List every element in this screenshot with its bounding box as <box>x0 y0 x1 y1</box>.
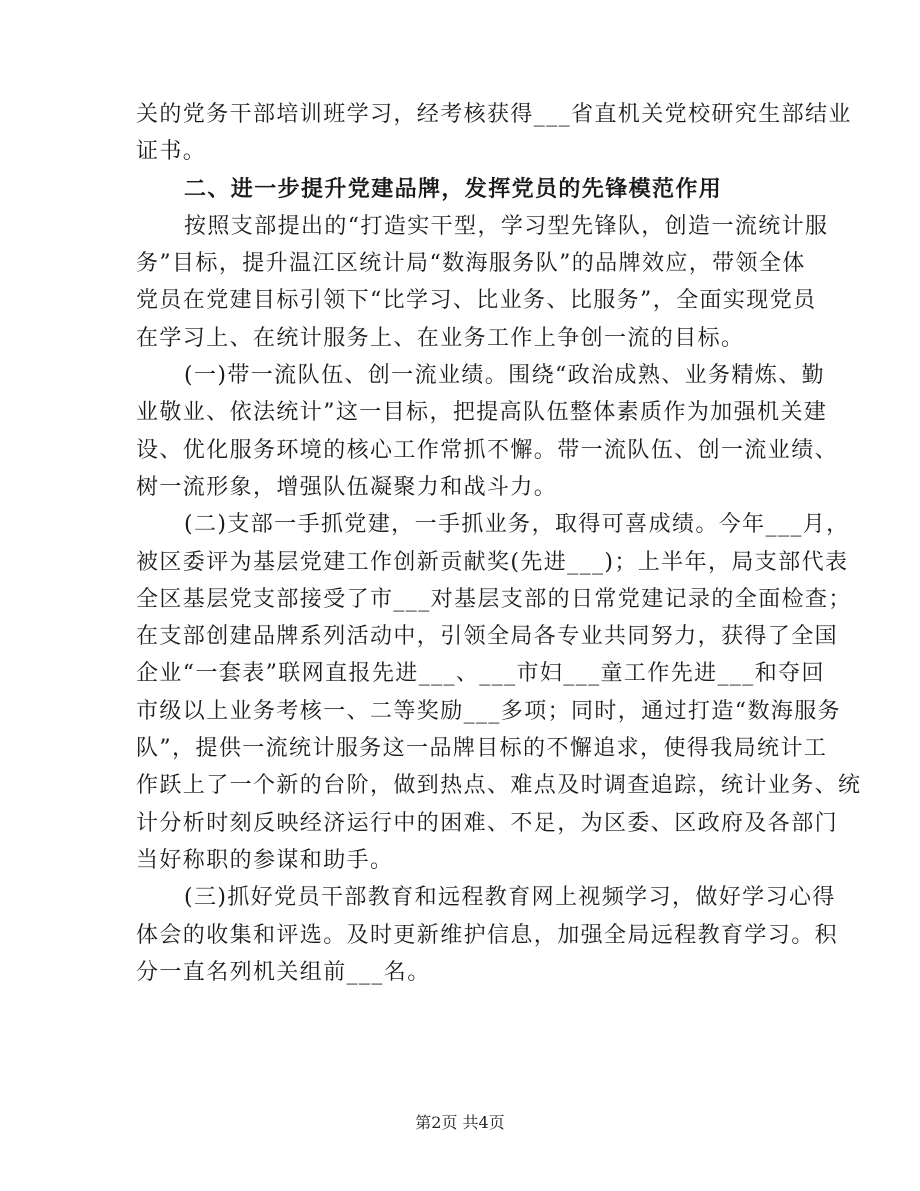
text-line: 关的党务干部培训班学习，经考核获得___省直机关党校研究生部结业 <box>136 102 852 127</box>
text-line: 在学习上、在统计服务上、在业务工作上争创一流的目标。 <box>136 325 745 351</box>
page-number: 第2页 共4页 <box>415 1113 505 1132</box>
text-line: 体会的收集和评选。及时更新维护信息，加强全局远程教育学习。积 <box>136 922 839 948</box>
text-line: 被区委评为基层党建工作创新贡献奖(先进___)；上半年，局支部代表 <box>136 549 849 575</box>
text-line: 树一流形象，增强队伍凝聚力和战斗力。 <box>136 474 558 500</box>
text-line: 党员在党建目标引领下“比学习、比业务、比服务”，全面实现党员 <box>136 288 817 314</box>
text-line: 按照支部提出的“打造实干型，学习型先锋队，创造一流统计服 <box>184 213 829 239</box>
text-line: (三)抓好党员干部教育和远程教育网上视频学习，做好学习心得 <box>184 885 836 911</box>
text-line: 证书。 <box>136 139 207 165</box>
document-body <box>136 96 862 991</box>
text-line: 务”目标，提升温江区统计局“数海服务队”的品牌效应，带领全体 <box>136 251 806 277</box>
text-line: 市级以上业务考核一、二等奖励___多项；同时，通过打造“数海服务 <box>136 698 842 724</box>
text-line: 在支部创建品牌系列活动中，引领全局各专业共同努力，获得了全国 <box>136 624 839 650</box>
text-line: 全区基层党支部接受了市___对基层支部的日常党建记录的全面检查； <box>136 586 852 612</box>
text-line: (一)带一流队伍、创一流业绩。围绕“政治成熟、业务精炼、勤 <box>184 363 826 389</box>
text-line: 作跃上了一个新的台阶，做到热点、难点及时调查追踪，统计业务、统 <box>136 773 862 799</box>
text-line: 设、优化服务环境的核心工作常抓不懈。带一流队伍、创一流业绩、 <box>136 437 839 463</box>
text-line: (二)支部一手抓党建，一手抓业务，取得可喜成绩。今年___月， <box>184 512 850 538</box>
section-heading: 二、进一步提升党建品牌，发挥党员的先锋模范作用 <box>184 175 723 202</box>
text-line: 分一直名列机关组前___名。 <box>136 959 431 985</box>
text-line: 业敬业、依法统计”这一目标，把提高队伍整体素质作为加强机关建 <box>136 400 828 426</box>
text-line: 企业“一套表”联网直报先进___、___市妇___童工作先进___和夺回 <box>136 661 825 687</box>
text-line: 计分析时刻反映经济运行中的困难、不足，为区委、区政府及各部门 <box>136 810 839 836</box>
text-line: 队”，提供一流统计服务这一品牌目标的不懈追求，使得我局统计工 <box>136 736 828 762</box>
text-line: 当好称职的参谋和助手。 <box>136 847 394 873</box>
